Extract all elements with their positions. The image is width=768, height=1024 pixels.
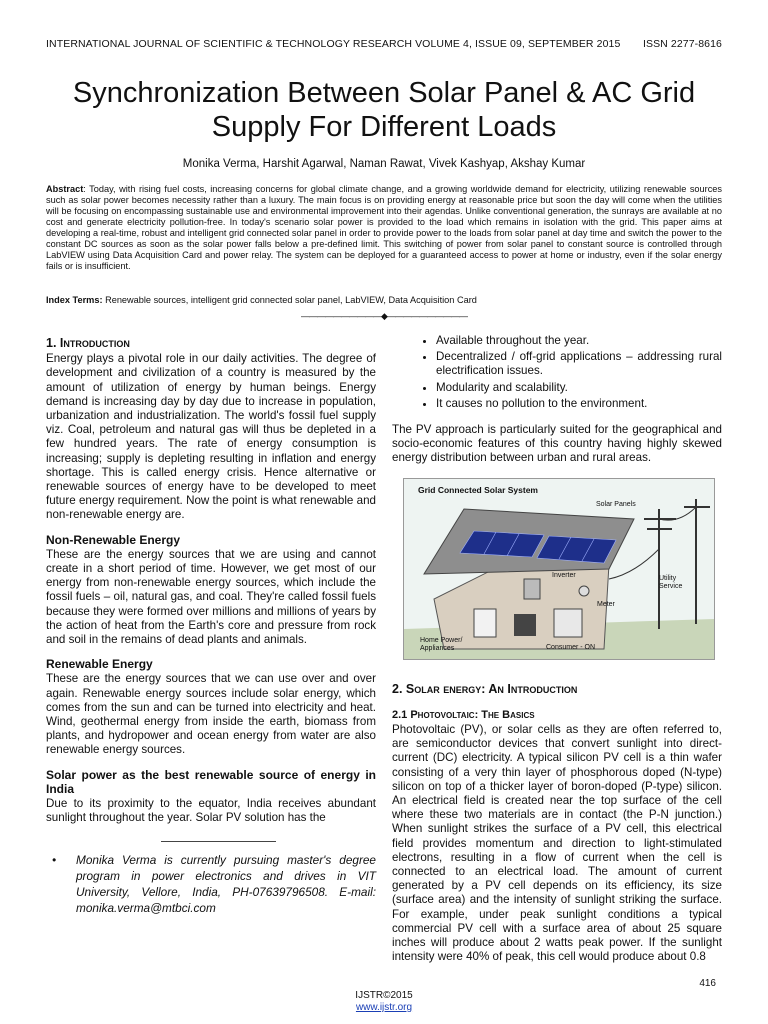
renewable-heading: Renewable Energy — [46, 657, 153, 672]
renewable-paragraph: These are the energy sources that we can use over and over again. Renewable energy sources include solar energy, which comes from the sun and can be turned into electricity and heat. Wind, geothermal energy from inside the earth, biomass from plants, and hydropower and ocean energy from water are also renewable energy sources. — [46, 672, 376, 757]
list-item: • Decentralized / off-grid applications – addressing rural electrification issues. — [436, 350, 722, 378]
list-item: • Modularity and scalability. — [436, 381, 722, 395]
label-inverter: Inverter — [552, 572, 576, 579]
solar-energy-heading: 2. Solar energy: An Introduction — [392, 681, 578, 696]
title-line-1: Synchronization Between Solar Panel & AC Grid — [72, 77, 696, 109]
grid-connected-solar-figure — [403, 478, 715, 660]
index-terms-text: Renewable sources, intelligent grid connected solar panel, LabVIEW, Data Acquisition Card — [102, 295, 477, 305]
footnote-text: Monika Verma is currently pursuing master's degree program in power electronics and drives in VIT University, Vellore, India, PH-07639796508. E-mail: monika.verma@mtbci.com — [76, 852, 376, 915]
pv-approach-paragraph: The PV approach is particularly suited for the geographical and socio-economic features of this country having highly skewed energy distribution between urban and rural areas. — [392, 423, 722, 465]
index-terms — [46, 295, 722, 305]
label-consumer-on: Consumer - ON — [546, 644, 596, 651]
nonrenewable-paragraph: These are the energy sources that we are using and cannot create in a short period of time. However, we get most of our energy from non-renewable energy sources, which include the fossil fuels – oil, natural gas, and coal. They're called fossil fuels because they were formed over millions and millions of years by the action of heat from the Earth's core and pressure from rock and soil in the remains of dead plants and animals. — [46, 547, 376, 647]
pv-basics-paragraph: Photovoltaic (PV), or solar cells as they are often referred to, are semiconductor devices that convert sunlight into direct-current (DC) electricity. A typical silicon PV cell is a thin wafer consisting of a very thin layer of phosphorous doped (N-type) silicon on top of a thicker layer of boron-doped (P-type) silicon. An electrical field is created near the top surface of the cell where these two materials are in contact (the P-N junction.) When sunlight strikes the surface of a PV cell, this electrical field provides momentum and direction to light-stimulated electrons, resulting in a flow of current when the cell is connected to an electrical load. The amount of current generated by a PV cell depends on its efficiency, its size (surface area) and the intensity of sunlight striking the surface. For example, under peak sunlight conditions a typical commercial PV cell with a surface area of about 25 square inches will produce about 2 watts peak power. If the sunlight intensity were 40% of peak, this cell would produce about 0.8 — [392, 723, 722, 964]
footer-copyright: IJSTR©2015 — [355, 990, 413, 1001]
list-item: • It causes no pollution to the environment. — [436, 397, 722, 411]
label-utility-service: Utility Service — [659, 575, 683, 590]
solar-india-paragraph: Due to its proximity to the equator, India receives abundant sunlight throughout the year. Solar PV solution has the — [46, 797, 376, 825]
intro-heading: 1. Introduction — [46, 336, 130, 350]
paper-title — [20, 76, 748, 144]
intro-paragraph: Energy plays a pivotal role in our daily activities. The degree of development and civilization of a country is measured by the amount of utilization of energy by human beings. Energy demand is increasing day by day due to increase in population, urbanization and industrialization. The world's fossil fuel supply viz. Coal, petroleum and natural gas will thus be depleted in a few hundred years. The rate of energy consumption is increasing; supply is depleting resulting in inflation and energy shortage. This is called energy crisis. Hence alternative or renewable sources of energy have to be developed to meet future energy requirement. Now the point is what renewable and non-renewable energy are. — [46, 352, 376, 522]
page-footer — [0, 990, 768, 1014]
abstract-text: : Today, with rising fuel costs, increasing concerns for global climate change, and a growing worldwide demand for electricity, utilizing renewable sources such as solar power becomes necessity rather than a luxury. The main focus is on providing energy at reasonable price but soon the day will come when the utilities will be focusing on encompassing sustainable use and environmental improvement into their agendas. Unlike conventional generation, the sunrays are available at no cost and generate electricity pollution-free. In today's scenario solar power is provided to the load which remains in isolation with the grid. This paper aims at developing a real-time, robust and intelligent grid connected solar panel in order to provide power to the loads from solar panel at day time and switch the power to the constant DC sources as soon as the solar power falls below a pre-defined limit. This switching of power from solar panel to constant source is controlled through LabVIEW using Data Acquisition Card and power relay. The system can be deployed for a guaranteed access to power at home or industry, even if the solar energy fails or is insufficient. — [46, 184, 722, 271]
label-meter: Meter — [597, 601, 615, 608]
title-line-2: Supply For Different Loads — [211, 111, 557, 143]
page-number: 416 — [699, 978, 716, 989]
solar-india-heading: Solar power as the best renewable source of energy in India — [46, 767, 376, 796]
list-item: • Available throughout the year. — [436, 334, 722, 348]
running-header — [46, 38, 722, 50]
solar-house-illustration — [404, 479, 714, 659]
label-solar-panels: Solar Panels — [596, 501, 636, 508]
abstract-label: Abstract — [46, 184, 84, 194]
author-footnote — [46, 852, 376, 916]
pv-basics-heading: 2.1 Photovoltaic: The Basics — [392, 708, 535, 721]
author-list: Monika Verma, Harshit Agarwal, Naman Rawat, Vivek Kashyap, Akshay Kumar — [182, 158, 586, 170]
left-column — [46, 336, 376, 916]
nonrenewable-heading: Non-Renewable Energy — [46, 532, 181, 547]
issn: ISSN 2277-8616 — [642, 38, 722, 50]
figure-title: Grid Connected Solar System — [418, 485, 538, 495]
label-home-appliances: Home Power/ Appliances — [420, 637, 463, 652]
abstract — [46, 184, 722, 272]
journal-link[interactable]: www.ijstr.org — [355, 1002, 413, 1013]
index-terms-label: Index Terms: — [46, 295, 103, 305]
advantages-list — [392, 334, 722, 411]
section-divider: ——————————◆—————————— — [301, 311, 467, 321]
bullet-icon: • — [52, 852, 57, 867]
journal-name: INTERNATIONAL JOURNAL OF SCIENTIFIC & TECHNOLOGY RESEARCH VOLUME 4, ISSUE 09, SEPTEMBER 2015 — [46, 38, 621, 50]
footnote-rule — [161, 841, 276, 842]
